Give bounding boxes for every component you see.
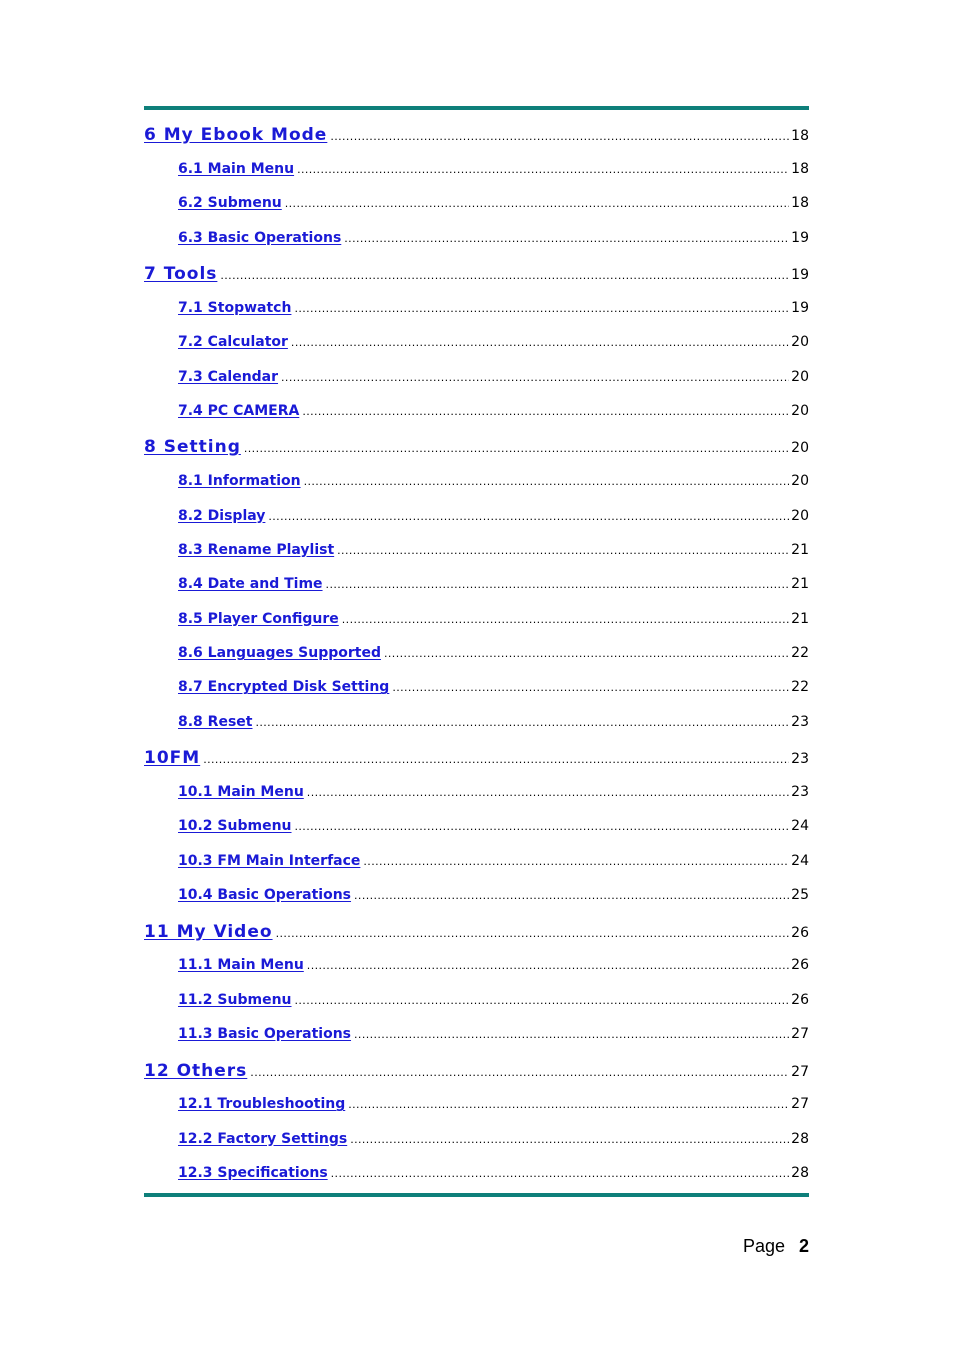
toc-section-entry[interactable] xyxy=(144,292,809,326)
toc-section-entry[interactable] xyxy=(144,465,809,499)
toc-entry-line xyxy=(178,465,809,489)
toc-dot-leader xyxy=(302,405,789,418)
toc-entry-line xyxy=(178,568,809,592)
toc-entry-link[interactable]: 6.3 Basic Operations xyxy=(178,229,342,246)
toc-dot-leader xyxy=(350,1133,789,1146)
toc-chapter-entry[interactable] xyxy=(144,1053,809,1089)
toc-page-number: 18 xyxy=(791,128,809,144)
toc-entry-line xyxy=(178,222,809,246)
toc-dot-leader xyxy=(220,269,789,282)
toc-section-entry[interactable] xyxy=(144,187,809,221)
toc-entry-line xyxy=(178,671,809,695)
toc-page-number: 25 xyxy=(791,887,809,904)
toc-entry-link[interactable]: 12.2 Factory Settings xyxy=(178,1130,348,1147)
page-label: Page xyxy=(742,1236,785,1256)
toc-entry-line xyxy=(144,256,809,284)
toc-page-number: 27 xyxy=(791,1026,809,1043)
toc-entry-line xyxy=(144,740,809,768)
toc-page-number: 20 xyxy=(791,507,809,524)
toc-page-number: 21 xyxy=(791,610,809,627)
toc-entry-link[interactable]: 12.1 Troubleshooting xyxy=(178,1096,346,1113)
toc-page-number: 28 xyxy=(791,1130,809,1147)
toc-section-entry[interactable] xyxy=(144,534,809,568)
toc-dot-leader xyxy=(281,371,789,384)
toc-section-entry[interactable] xyxy=(144,810,809,844)
toc-entry-link[interactable]: 7.4 PC CAMERA xyxy=(178,402,300,419)
toc-page-number: 20 xyxy=(791,368,809,385)
toc-entry-line xyxy=(178,395,809,419)
toc-page-number: 19 xyxy=(791,229,809,246)
toc-entry-line xyxy=(144,117,809,145)
toc-page-number: 20 xyxy=(791,473,809,490)
toc-entry-line xyxy=(178,984,809,1008)
toc-entry-link[interactable]: 7.3 Calendar xyxy=(178,368,279,385)
toc-entry-link[interactable]: 10FM xyxy=(144,748,201,769)
toc-entry-link[interactable]: 8.5 Player Configure xyxy=(178,610,339,627)
toc-page-number: 26 xyxy=(791,957,809,974)
toc-page-number: 24 xyxy=(791,818,809,835)
toc-section-entry[interactable] xyxy=(144,222,809,256)
toc-entry-link[interactable]: 8.1 Information xyxy=(178,473,301,490)
toc-page-number: 26 xyxy=(791,991,809,1008)
toc-section-entry[interactable] xyxy=(144,500,809,534)
toc-dot-leader xyxy=(330,130,789,143)
toc-entry-line xyxy=(178,1088,809,1112)
toc-entry-link[interactable]: 8 Setting xyxy=(144,437,241,458)
toc-section-entry[interactable] xyxy=(144,395,809,429)
toc-entry-line xyxy=(178,706,809,730)
toc-entry-link[interactable]: 8.2 Display xyxy=(178,507,266,524)
toc-entry-link[interactable]: 11.1 Main Menu xyxy=(178,957,304,974)
toc-dot-leader xyxy=(297,163,789,176)
toc-chapter-entry[interactable] xyxy=(144,256,809,292)
toc-dot-leader xyxy=(294,302,789,315)
toc-page-number: 23 xyxy=(791,751,809,768)
toc-entry-link[interactable]: 8.3 Rename Playlist xyxy=(178,541,335,558)
toc-entry-link[interactable]: 8.6 Languages Supported xyxy=(178,645,381,662)
toc-dot-leader xyxy=(384,647,789,660)
toc-dot-leader xyxy=(342,613,789,626)
toc-entry-line xyxy=(178,500,809,524)
toc-entry-line xyxy=(178,187,809,211)
toc-entry-line xyxy=(178,361,809,385)
toc-dot-leader xyxy=(326,578,790,591)
toc-page-number: 20 xyxy=(791,440,809,457)
toc-entry-line xyxy=(144,429,809,457)
toc-entry-line xyxy=(178,637,809,661)
toc-page-number: 20 xyxy=(791,402,809,419)
toc-entry-link[interactable]: 12 Others xyxy=(144,1060,248,1081)
page-number: 2 xyxy=(798,1236,809,1256)
toc-entry-line xyxy=(178,326,809,350)
toc-dot-leader xyxy=(276,927,790,940)
toc-dot-leader xyxy=(344,232,789,245)
toc-dot-leader xyxy=(291,336,789,349)
toc-section-entry[interactable] xyxy=(144,879,809,913)
toc-page-number: 26 xyxy=(791,924,809,941)
toc-dot-leader xyxy=(307,959,789,972)
toc-dot-leader xyxy=(354,1028,789,1041)
page-footer xyxy=(743,1236,809,1257)
toc-entry-link[interactable]: 12.3 Specifications xyxy=(178,1165,328,1182)
toc-page-number: 23 xyxy=(791,784,809,801)
toc-section-entry[interactable] xyxy=(144,671,809,705)
toc-entry-line xyxy=(178,1123,809,1147)
toc-entry-link[interactable]: 7.1 Stopwatch xyxy=(178,299,292,316)
toc-chapter-entry[interactable] xyxy=(144,429,809,465)
toc-section-entry[interactable] xyxy=(144,984,809,1018)
toc-entry-link[interactable]: 10.2 Submenu xyxy=(178,818,292,835)
toc-page-number: 22 xyxy=(791,679,809,696)
toc-entry-line xyxy=(178,292,809,316)
toc-entry-line xyxy=(178,1018,809,1042)
toc-chapter-entry[interactable] xyxy=(144,117,809,153)
toc-entry-link[interactable]: 11.3 Basic Operations xyxy=(178,1026,352,1043)
toc-dot-leader xyxy=(304,475,790,488)
toc-page-number: 21 xyxy=(791,541,809,558)
toc-section-entry[interactable] xyxy=(144,568,809,602)
toc-entry-link[interactable]: 8.8 Reset xyxy=(178,713,253,730)
toc-dot-leader xyxy=(244,442,789,455)
toc-page-number: 28 xyxy=(791,1165,809,1182)
toc-section-entry[interactable] xyxy=(144,603,809,637)
toc-entry-link[interactable]: 6.1 Main Menu xyxy=(178,160,295,177)
table-of-contents xyxy=(144,117,809,1192)
toc-chapter-entry[interactable] xyxy=(144,740,809,776)
toc-section-entry[interactable] xyxy=(144,326,809,360)
toc-entry-link[interactable]: 11.2 Submenu xyxy=(178,991,292,1008)
toc-section-entry[interactable] xyxy=(144,1157,809,1191)
toc-entry-line xyxy=(178,845,809,869)
toc-dot-leader xyxy=(307,786,789,799)
toc-entry-line xyxy=(144,1053,809,1081)
toc-top-rule xyxy=(144,106,809,110)
toc-entry-link[interactable]: 7.2 Calculator xyxy=(178,334,288,351)
toc-section-entry[interactable] xyxy=(144,949,809,983)
toc-page-number: 21 xyxy=(791,576,809,593)
toc-dot-leader xyxy=(250,1066,789,1079)
toc-section-entry[interactable] xyxy=(144,1088,809,1122)
toc-entry-line xyxy=(178,1157,809,1181)
toc-page-number: 27 xyxy=(791,1063,809,1080)
toc-dot-leader xyxy=(354,889,789,902)
toc-entry-line xyxy=(178,534,809,558)
toc-entry-link[interactable]: 10.3 FM Main Interface xyxy=(178,852,361,869)
toc-page-number: 23 xyxy=(791,713,809,730)
toc-entry-line xyxy=(178,776,809,800)
toc-page-number: 20 xyxy=(791,334,809,351)
toc-entry-link[interactable]: 10.1 Main Menu xyxy=(178,784,304,801)
toc-bottom-rule xyxy=(144,1193,809,1197)
toc-section-entry[interactable] xyxy=(144,845,809,879)
toc-entry-line xyxy=(178,810,809,834)
toc-entry-line xyxy=(178,603,809,627)
toc-section-entry[interactable] xyxy=(144,776,809,810)
toc-entry-line xyxy=(144,914,809,942)
toc-page-number: 19 xyxy=(791,299,809,316)
toc-entry-line xyxy=(178,949,809,973)
toc-section-entry[interactable] xyxy=(144,1123,809,1157)
toc-dot-leader xyxy=(392,681,789,694)
toc-page-number: 18 xyxy=(791,160,809,177)
toc-dot-leader xyxy=(295,820,790,833)
toc-entry-link[interactable]: 7 Tools xyxy=(144,263,218,284)
toc-dot-leader xyxy=(255,716,789,729)
toc-entry-link[interactable]: 6.2 Submenu xyxy=(178,195,282,212)
toc-dot-leader xyxy=(348,1098,789,1111)
toc-entry-link[interactable]: 10.4 Basic Operations xyxy=(178,887,352,904)
toc-page-number: 19 xyxy=(791,266,809,283)
toc-entry-link[interactable]: 6 My Ebook Mode xyxy=(144,125,328,145)
toc-page-number: 24 xyxy=(791,852,809,869)
toc-dot-leader xyxy=(295,994,790,1007)
toc-dot-leader xyxy=(203,753,789,766)
toc-page-number: 18 xyxy=(791,195,809,212)
toc-dot-leader xyxy=(363,855,789,868)
toc-section-entry[interactable] xyxy=(144,153,809,187)
toc-entry-link[interactable]: 8.7 Encrypted Disk Setting xyxy=(178,679,390,696)
toc-page-number: 22 xyxy=(791,645,809,662)
toc-dot-leader xyxy=(337,544,789,557)
toc-dot-leader xyxy=(285,197,789,210)
toc-dot-leader xyxy=(331,1167,790,1180)
toc-entry-link[interactable]: 8.4 Date and Time xyxy=(178,576,323,593)
toc-chapter-entry[interactable] xyxy=(144,914,809,950)
toc-page-number: 27 xyxy=(791,1096,809,1113)
toc-section-entry[interactable] xyxy=(144,361,809,395)
toc-entry-line xyxy=(178,153,809,177)
toc-section-entry[interactable] xyxy=(144,706,809,740)
toc-section-entry[interactable] xyxy=(144,637,809,671)
toc-entry-line xyxy=(178,879,809,903)
toc-dot-leader xyxy=(268,510,789,523)
toc-section-entry[interactable] xyxy=(144,1018,809,1052)
toc-entry-link[interactable]: 11 My Video xyxy=(144,921,273,942)
